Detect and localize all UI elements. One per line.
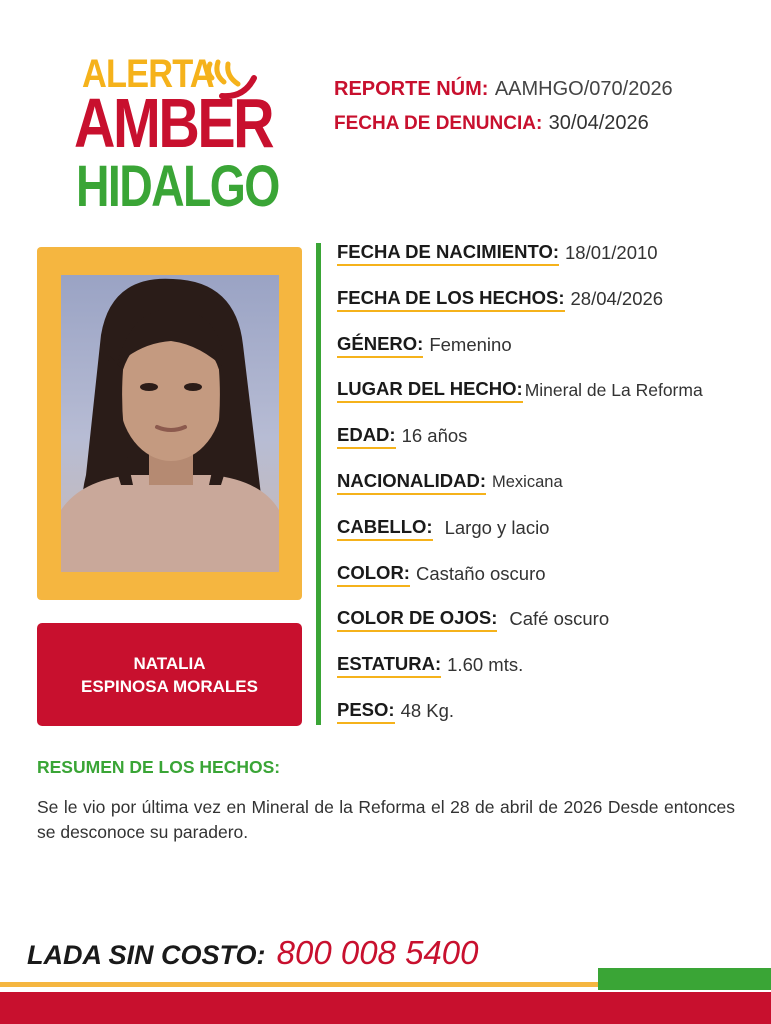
summary-text: Se le vio por última vez en Mineral de la Reforma el 28 de abril de 2026 Desde entonces se desconoce su paradero. bbox=[37, 797, 735, 842]
complaint-date-label: FECHA DE DENUNCIA: bbox=[334, 113, 543, 134]
detail-label: FECHA DE NACIMIENTO: bbox=[337, 241, 559, 266]
detail-value: Castaño oscuro bbox=[415, 562, 546, 584]
detail-height bbox=[337, 653, 767, 699]
detail-label: CABELLO: bbox=[337, 516, 433, 541]
detail-hair bbox=[337, 516, 767, 562]
detail-value: 1.60 mts. bbox=[447, 654, 524, 676]
detail-location bbox=[337, 378, 767, 424]
detail-label: COLOR DE OJOS: bbox=[337, 607, 497, 632]
detail-nationality bbox=[337, 470, 767, 516]
person-portrait-icon bbox=[61, 275, 279, 572]
detail-label: EDAD: bbox=[337, 424, 396, 449]
detail-value: Café oscuro bbox=[509, 608, 610, 630]
detail-label: LUGAR DEL HECHO: bbox=[337, 378, 523, 403]
detail-label: GÉNERO: bbox=[337, 333, 423, 358]
detail-birth-date bbox=[337, 241, 767, 287]
detail-gender bbox=[337, 333, 767, 379]
detail-value: 28/04/2026 bbox=[570, 287, 664, 309]
detail-label: PESO: bbox=[337, 699, 395, 724]
report-number-value: AAMHGO/070/2026 bbox=[494, 78, 673, 100]
detail-label: FECHA DE LOS HECHOS: bbox=[337, 287, 565, 312]
person-name-box bbox=[37, 623, 302, 726]
complaint-date-value: 30/04/2026 bbox=[548, 112, 649, 134]
report-number bbox=[334, 76, 673, 101]
green-divider bbox=[316, 243, 321, 725]
detail-label: NACIONALIDAD: bbox=[337, 470, 486, 495]
broadcast-signal-icon bbox=[202, 56, 262, 116]
logo-line-amber: AMBER bbox=[74, 84, 273, 162]
missing-person-photo bbox=[61, 275, 279, 572]
person-first-name: NATALIA bbox=[133, 653, 206, 673]
detail-incident-date bbox=[337, 287, 767, 333]
detail-value: Largo y lacio bbox=[444, 516, 550, 538]
logo-line-hidalgo: HIDALGO bbox=[76, 154, 279, 219]
report-number-label: REPORTE NÚM: bbox=[334, 78, 489, 100]
summary-title: RESUMEN DE LOS HECHOS: bbox=[37, 757, 281, 777]
detail-value: 18/01/2010 bbox=[565, 242, 658, 263]
person-last-names: ESPINOSA MORALES bbox=[81, 676, 258, 696]
footer-red-stripe bbox=[0, 992, 771, 1024]
detail-eye-color bbox=[337, 607, 767, 653]
detail-age bbox=[337, 424, 767, 470]
footer-green-block bbox=[598, 968, 771, 990]
hotline-label: LADA SIN COSTO: bbox=[27, 940, 266, 970]
complaint-date bbox=[334, 110, 649, 135]
details-list bbox=[337, 241, 767, 745]
alerta-amber-hidalgo-logo bbox=[74, 52, 279, 222]
hotline-number[interactable]: 800 008 5400 bbox=[276, 934, 479, 971]
detail-label: COLOR: bbox=[337, 562, 410, 587]
detail-value: Femenino bbox=[429, 333, 512, 355]
detail-value: Mineral de La Reforma bbox=[524, 380, 703, 401]
detail-value: 48 Kg. bbox=[400, 699, 455, 721]
detail-value: Mexicana bbox=[492, 472, 563, 491]
detail-value: 16 años bbox=[401, 425, 468, 447]
detail-color bbox=[337, 562, 767, 608]
logo-line-alerta: ALERTA bbox=[82, 52, 214, 96]
photo-frame bbox=[37, 247, 302, 600]
hotline bbox=[27, 934, 478, 972]
detail-weight bbox=[337, 699, 767, 745]
detail-label: ESTATURA: bbox=[337, 653, 441, 678]
